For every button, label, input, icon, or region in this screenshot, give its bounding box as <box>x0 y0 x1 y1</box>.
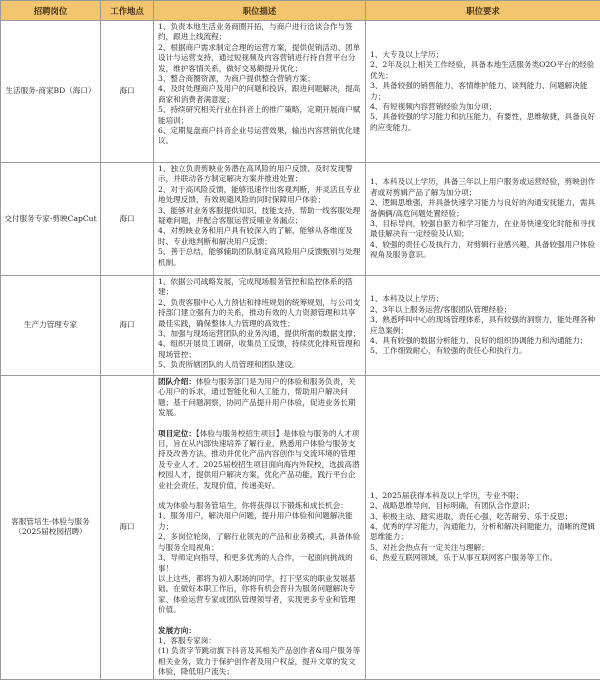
growth-line: 1、服务用户，解决用户问题，提升用户体验和问题解决能力； <box>158 511 361 532</box>
header-requirements: 职位要求 <box>366 1 600 21</box>
table-row <box>1 163 600 276</box>
desc-line: 4、及时处理商户及用户的问题和投诉，跟进问题解决，提高商家和消费者满意度； <box>158 84 361 105</box>
location-cell: 海口 <box>101 21 154 163</box>
desc-line: 3、加强与现场运营团队的业务沟通，提供所需的数据支撑； <box>158 329 361 339</box>
table-row <box>1 21 600 163</box>
header-position: 招聘岗位 <box>1 1 101 21</box>
req-line: 1、2025届获得本科及以上学历，专业不限； <box>370 491 596 501</box>
project-positioning <box>158 429 361 491</box>
desc-line: 4、组织开展员工调研，收集员工反馈，持续优化排班管理和现场管控； <box>158 339 361 360</box>
req-line: 1、本科及以上学历，具备三年以上用户服务或运营经验，剪映创作者或对剪辑产品了解为加分项； <box>370 177 596 198</box>
req-line: 5、工作细致耐心，有较强的责任心和执行力。 <box>370 346 596 356</box>
project-label: 项目定位： <box>158 429 196 438</box>
desc-line: 1、依据公司战略发展，完成现场服务管控和监控体系的搭建； <box>158 277 361 298</box>
desc-line: 1、独立负责剪映业务潜在高风险的用户反馈、及时发现警示，并联动各方制定解决方案并推进处置； <box>158 164 361 185</box>
req-line: 2、战略思维导向、目标明确，有团队合作意识； <box>370 501 596 511</box>
requirements-cell <box>366 376 600 680</box>
description-cell <box>154 376 366 680</box>
req-line: 3、目标导向，较强自驱力和学习能力，在业务快速变化时能和寻找最佳解决有一定经验及认知； <box>370 219 596 240</box>
growth-line: 3、导师定向指导，和更多优秀的人合作，一起面向挑战的事！ <box>158 553 361 574</box>
req-line: 4、具有较强的数据分析能力、良好的组织协调能力和沟通能力； <box>370 336 596 346</box>
req-line: 5、具备较强的学习能力和抗压能力，有要性，思维敏捷，具备良好的应变能力。 <box>370 112 596 133</box>
req-line: 2、2年及以上相关工作经验，具备本地生活服务类O2O平台的经验优先； <box>370 60 596 81</box>
req-line: 3、熟悉呼叫中心的现场管理体系，具有较强的洞察力，能处理各种应急案例； <box>370 315 596 336</box>
team-intro-text: 体验与服务部门是为用户的体验和服务负责，关心用户的诉求，通过智能化和人工能力，帮助用户解决问题；基于问题洞察，协同产品提升用户体验，促进业务长期发展。 <box>158 377 355 417</box>
team-intro-label: 团队介绍： <box>158 377 196 386</box>
req-line: 1、本科及以上学历； <box>370 294 596 304</box>
position-cell: 生产力管理专家 <box>1 276 101 376</box>
req-line: 6、热爱互联网领域，乐于从事互联网客户服务等工作。 <box>370 553 596 563</box>
desc-line: 6、定期复盘商户抖音企业号运营效果，输出内容营销优化建议。 <box>158 126 361 147</box>
direction-line: 1、客服专家岗： <box>158 636 361 646</box>
req-line: 4、优秀的学习能力，沟通能力，分析和解决问题能力，清晰的逻辑思维能力； <box>370 522 596 543</box>
desc-line: 5、持续研究相关行业在抖音上的推广策略，定期开展商户赋能培训； <box>158 105 361 126</box>
header-description: 职位描述 <box>154 1 366 21</box>
req-line: 3、积极主动、踏实进取，责任心强、吃苦耐劳、乐于反思； <box>370 512 596 522</box>
req-line: 3、具备较强的销售能力，客情维护能力、谈判能力、问题解决能力； <box>370 81 596 102</box>
desc-line: 3、能够对业务客服提供知识、技能支持，帮助一线客服处理疑难问题，并配合客服运营反哺业务漏点； <box>158 206 361 227</box>
table-row <box>1 376 600 680</box>
position-cell: 交付服务专家-剪映CapCut <box>1 163 101 276</box>
desc-line: 2、负责客服中心人力预估和排班规划的统筹规划，与公司支持部门建立强有力的关系，推动有效的人力资源管理和共享最佳实践，确保整体人力管理的高效性； <box>158 298 361 329</box>
project-text: 【体验与服务校招生项目】是体验与服务的人才项目，旨在从内部快速培养了解行业、熟悉用户体验与服务支持及改善方法、推动并优化产品内容创作与交流环境的管理及专业人才。2025届校招生项目面向海内外院校，选拔高潜校园人才，提供用户解决方案，优化产品功能，践行平台企业社会责任，发现价值，传递美好。 <box>158 429 360 490</box>
req-line: 2、逻辑思维强，并具备快速学习能力与良好的沟通安抚能力，需具备俩俩/高危问题处置经验； <box>370 198 596 219</box>
requirements-cell <box>366 163 600 276</box>
desc-line: 5、负责所辖团队的人员管理和团队建设。 <box>158 360 361 370</box>
description-cell <box>154 21 366 163</box>
location-cell: 海口 <box>101 163 154 276</box>
desc-line: 4、对剪映业务和用户具有较深入的了解，能够从各维度及时、专业地判断和解决用户反馈； <box>158 226 361 247</box>
req-line: 4、较强的责任心及执行力，对剪辑行业感兴趣，具备较强用户体验视角及服务意识。 <box>370 240 596 261</box>
location-cell: 海口 <box>101 276 154 376</box>
requirements-cell <box>366 21 600 163</box>
desc-line: 5、善于总结，能够辅助团队制定高风险用户反馈甄别与处理机制。 <box>158 247 361 268</box>
req-line: 1、大专及以上学历； <box>370 50 596 60</box>
team-intro <box>158 377 361 419</box>
desc-line: 2、对于高风险反馈，能够迅速作出客观判断，并灵活且专业地处理反馈，有效规避风险的同时保障用户体验； <box>158 185 361 206</box>
closing-text: 以上这些，都将为初入职场的同学，打下坚实的职业发展基础。在做好本职工作后，你将有机会晋升为服务问题解决专家、体验运营专家或团队管理领导者，实现更多专业和管理价值。 <box>158 574 361 616</box>
desc-line: 3、整合商圈资源，为商户提供整合营销方案； <box>158 74 361 84</box>
position-cell: 客服管培生-体验与服务（2025届校园招聘） <box>1 376 101 680</box>
position-cell: 生活服务-商家BD（海口） <box>1 21 101 163</box>
description-cell <box>154 276 366 376</box>
location-cell: 海口 <box>101 376 154 680</box>
req-line: 2、3年以上服务运营/客服团队管理经验； <box>370 305 596 315</box>
growth-line: 2、多岗位轮岗，了解行业领先的产品和业务模式，具备体验与服务全局视角； <box>158 532 361 553</box>
table-row <box>1 276 600 376</box>
description-cell <box>154 163 366 276</box>
direction-line: (1) 负责字节跳动旗下抖音及其相关产品创作者&用户服务等相关业务，致力于保护创作者及用户权益，提升文章的发文体验，降低用户流失； <box>158 646 361 677</box>
req-line: 4、有短视频内容营销经验为加分项； <box>370 102 596 112</box>
desc-line: 1、负责本地生活业务商圈开拓，与商户进行洽谈合作与签约，跟进上线流程； <box>158 22 361 43</box>
direction-label: 发展方向： <box>158 626 361 636</box>
header-location: 工作地点 <box>101 1 154 21</box>
requirements-cell <box>366 276 600 376</box>
header-row <box>1 1 600 21</box>
desc-line: 2、根据商户需求制定合理的运营方案，提供促销活动、团单设计与运营支持，通过短视频及内容营销进行持自营平台分发，维护客情关系，做好交易额提升优化； <box>158 43 361 74</box>
growth-intro: 成为体验与服务管培生，你将获得以下锻炼和成长机会： <box>158 501 361 511</box>
req-line: 5、对社会热点有一定关注与理解； <box>370 543 596 553</box>
